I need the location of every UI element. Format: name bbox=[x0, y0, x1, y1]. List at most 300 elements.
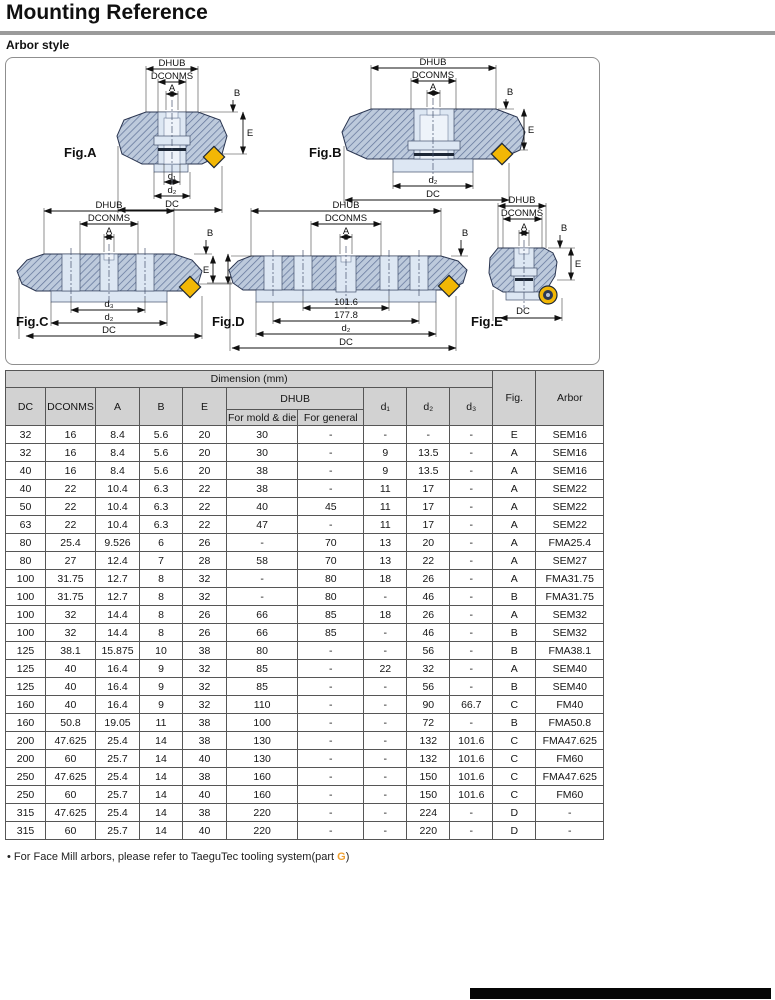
table-row bbox=[6, 714, 604, 732]
table-cell: - bbox=[364, 696, 407, 714]
dim-label: DHUB bbox=[158, 58, 186, 69]
table-cell: A bbox=[493, 516, 536, 534]
table-cell: - bbox=[364, 804, 407, 822]
dimension-table-body bbox=[6, 426, 604, 840]
figure-a-label: Fig.A bbox=[64, 145, 97, 160]
table-cell: 200 bbox=[6, 750, 46, 768]
table-cell: - bbox=[407, 426, 450, 444]
table-cell: 9 bbox=[364, 444, 407, 462]
table-cell: - bbox=[450, 642, 493, 660]
table-cell: - bbox=[450, 570, 493, 588]
figure-b-label: Fig.B bbox=[309, 145, 342, 160]
footnote-text-after: ) bbox=[345, 851, 350, 863]
dim-label: B bbox=[506, 87, 514, 98]
table-cell: FM40 bbox=[536, 696, 604, 714]
figure-b-diagram bbox=[309, 58, 534, 203]
table-cell: 14 bbox=[140, 732, 183, 750]
table-cell: 40 bbox=[183, 822, 227, 840]
table-cell: SEM16 bbox=[536, 426, 604, 444]
figure-d-label: Fig.D bbox=[212, 314, 245, 329]
table-cell: - bbox=[227, 588, 298, 606]
dim-label: DCONMS bbox=[324, 213, 368, 224]
table-cell: 25.7 bbox=[96, 750, 140, 768]
column-header-dconms: DCONMS bbox=[46, 388, 96, 426]
table-cell: 22 bbox=[183, 498, 227, 516]
table-cell: 100 bbox=[6, 606, 46, 624]
table-cell: 40 bbox=[6, 462, 46, 480]
table-cell: 12.7 bbox=[96, 588, 140, 606]
footnote bbox=[7, 851, 349, 863]
table-cell: 10 bbox=[140, 642, 183, 660]
table-cell: B bbox=[493, 624, 536, 642]
table-cell: 50.8 bbox=[46, 714, 96, 732]
table-cell: 32 bbox=[46, 624, 96, 642]
table-cell: 9 bbox=[140, 678, 183, 696]
table-cell: 80 bbox=[298, 588, 364, 606]
table-cell: 14 bbox=[140, 750, 183, 768]
table-cell: 132 bbox=[407, 732, 450, 750]
table-cell: - bbox=[450, 552, 493, 570]
table-row bbox=[6, 588, 604, 606]
dim-label: DCONMS bbox=[87, 213, 131, 224]
table-cell: 14.4 bbox=[96, 606, 140, 624]
table-cell: - bbox=[364, 822, 407, 840]
dim-label: d₁ bbox=[167, 171, 177, 182]
table-cell: D bbox=[493, 822, 536, 840]
table-cell: A bbox=[493, 498, 536, 516]
table-cell: FMA25.4 bbox=[536, 534, 604, 552]
dim-label: DHUB bbox=[95, 200, 123, 211]
table-cell: D bbox=[493, 804, 536, 822]
footnote-section-ref: G bbox=[337, 851, 346, 863]
dim-label: d₂ bbox=[341, 323, 351, 334]
page-title: Mounting Reference bbox=[6, 1, 208, 24]
column-header-e: E bbox=[183, 388, 227, 426]
table-cell: 50 bbox=[6, 498, 46, 516]
table-cell: - bbox=[298, 516, 364, 534]
table-cell: 160 bbox=[6, 696, 46, 714]
table-cell: 85 bbox=[298, 624, 364, 642]
table-cell: 100 bbox=[6, 570, 46, 588]
table-cell: 40 bbox=[183, 786, 227, 804]
column-header-dhub-general: For general bbox=[298, 410, 364, 426]
table-cell: 160 bbox=[227, 768, 298, 786]
dim-label: 101.6 bbox=[334, 297, 358, 308]
table-cell: 38 bbox=[227, 480, 298, 498]
table-cell: 20 bbox=[183, 426, 227, 444]
table-row bbox=[6, 678, 604, 696]
table-cell: 17 bbox=[407, 516, 450, 534]
table-row bbox=[6, 750, 604, 768]
table-cell: - bbox=[364, 768, 407, 786]
column-header-d3: d₃ bbox=[450, 388, 493, 426]
table-cell: 16 bbox=[46, 462, 96, 480]
dim-label: E bbox=[202, 265, 210, 276]
table-cell: 8.4 bbox=[96, 426, 140, 444]
table-cell: B bbox=[493, 642, 536, 660]
table-cell: C bbox=[493, 768, 536, 786]
table-cell: 22 bbox=[46, 480, 96, 498]
table-cell: 25.7 bbox=[96, 786, 140, 804]
table-cell: SEM22 bbox=[536, 516, 604, 534]
table-cell: 220 bbox=[407, 822, 450, 840]
table-cell: 13 bbox=[364, 534, 407, 552]
table-cell: 220 bbox=[227, 822, 298, 840]
arbor-figures-svg bbox=[6, 58, 599, 364]
table-cell: 14 bbox=[140, 768, 183, 786]
column-header-fig: Fig. bbox=[493, 371, 536, 426]
table-cell: - bbox=[450, 444, 493, 462]
table-cell: 100 bbox=[6, 624, 46, 642]
column-header-b: B bbox=[140, 388, 183, 426]
column-header-dhub-mold: For mold & die bbox=[228, 411, 297, 424]
table-cell: - bbox=[450, 804, 493, 822]
table-cell: - bbox=[227, 570, 298, 588]
table-cell: FMA31.75 bbox=[536, 570, 604, 588]
table-row bbox=[6, 660, 604, 678]
table-row bbox=[6, 570, 604, 588]
table-cell: 22 bbox=[407, 552, 450, 570]
table-cell: 5.6 bbox=[140, 426, 183, 444]
table-cell: 16.4 bbox=[96, 696, 140, 714]
table-cell: 38.1 bbox=[46, 642, 96, 660]
table-cell: 125 bbox=[6, 678, 46, 696]
table-cell: 8.4 bbox=[96, 462, 140, 480]
table-cell: 101.6 bbox=[450, 732, 493, 750]
table-cell: - bbox=[298, 822, 364, 840]
table-cell: 56 bbox=[407, 642, 450, 660]
dim-label: B bbox=[233, 88, 241, 99]
dim-label: A bbox=[168, 83, 176, 94]
table-cell: 32 bbox=[407, 660, 450, 678]
dim-label: A bbox=[105, 226, 113, 237]
dim-label: DHUB bbox=[419, 58, 447, 68]
table-cell: C bbox=[493, 750, 536, 768]
table-cell: 8 bbox=[140, 624, 183, 642]
table-cell: SEM16 bbox=[536, 462, 604, 480]
figure-a-diagram bbox=[64, 58, 253, 213]
dim-label: E bbox=[527, 125, 535, 136]
table-cell: 32 bbox=[183, 570, 227, 588]
dimension-table bbox=[5, 370, 604, 840]
table-cell: 16 bbox=[46, 426, 96, 444]
table-cell: 19.05 bbox=[96, 714, 140, 732]
table-cell: 6.3 bbox=[140, 480, 183, 498]
dim-label: E bbox=[574, 259, 582, 270]
table-cell: 38 bbox=[183, 714, 227, 732]
table-row bbox=[6, 498, 604, 516]
table-cell: 58 bbox=[227, 552, 298, 570]
table-cell: 47 bbox=[227, 516, 298, 534]
table-row bbox=[6, 426, 604, 444]
table-cell: FMA47.625 bbox=[536, 732, 604, 750]
dim-label: DC bbox=[339, 337, 353, 348]
table-cell: 9 bbox=[140, 696, 183, 714]
table-cell: 26 bbox=[407, 606, 450, 624]
table-cell: - bbox=[298, 768, 364, 786]
table-cell: 17 bbox=[407, 498, 450, 516]
table-cell: SEM16 bbox=[536, 444, 604, 462]
table-cell: 10.4 bbox=[96, 480, 140, 498]
column-header-arbor: Arbor bbox=[536, 371, 604, 426]
dim-label: B bbox=[560, 223, 568, 234]
table-cell: - bbox=[450, 714, 493, 732]
table-cell: 47.625 bbox=[46, 804, 96, 822]
table-cell: 22 bbox=[46, 516, 96, 534]
table-cell: 14.4 bbox=[96, 624, 140, 642]
table-cell: 85 bbox=[227, 678, 298, 696]
table-cell: 31.75 bbox=[46, 570, 96, 588]
table-cell: 32 bbox=[46, 606, 96, 624]
table-cell: 90 bbox=[407, 696, 450, 714]
table-cell: 28 bbox=[183, 552, 227, 570]
table-cell: 8 bbox=[140, 588, 183, 606]
dim-label: DHUB bbox=[332, 200, 360, 211]
dim-label: d₂ bbox=[104, 312, 114, 323]
table-row bbox=[6, 516, 604, 534]
table-cell: 85 bbox=[298, 606, 364, 624]
table-row bbox=[6, 444, 604, 462]
table-cell: 14 bbox=[140, 786, 183, 804]
table-cell: 38 bbox=[183, 804, 227, 822]
table-cell: - bbox=[450, 534, 493, 552]
table-cell: 11 bbox=[140, 714, 183, 732]
table-cell: C bbox=[493, 696, 536, 714]
arbor-figure-panel bbox=[5, 57, 600, 365]
table-cell: 47.625 bbox=[46, 732, 96, 750]
table-cell: SEM27 bbox=[536, 552, 604, 570]
table-cell: FMA38.1 bbox=[536, 642, 604, 660]
table-cell: SEM32 bbox=[536, 606, 604, 624]
table-cell: 15.875 bbox=[96, 642, 140, 660]
table-cell: 63 bbox=[6, 516, 46, 534]
figure-d-diagram bbox=[203, 200, 468, 351]
table-cell: 22 bbox=[183, 516, 227, 534]
table-cell: - bbox=[364, 624, 407, 642]
table-cell: - bbox=[298, 462, 364, 480]
table-cell: 38 bbox=[183, 768, 227, 786]
table-cell: 40 bbox=[46, 660, 96, 678]
table-cell: - bbox=[450, 678, 493, 696]
table-cell: 11 bbox=[364, 498, 407, 516]
table-cell: 32 bbox=[183, 696, 227, 714]
table-cell: 46 bbox=[407, 588, 450, 606]
figure-e-label: Fig.E bbox=[471, 314, 503, 329]
dim-label: DC bbox=[426, 189, 440, 200]
table-row bbox=[6, 786, 604, 804]
table-row bbox=[6, 642, 604, 660]
table-cell: 160 bbox=[6, 714, 46, 732]
table-cell: 38 bbox=[183, 732, 227, 750]
table-cell: 70 bbox=[298, 534, 364, 552]
table-cell: - bbox=[450, 480, 493, 498]
table-cell: FMA47.625 bbox=[536, 768, 604, 786]
table-cell: - bbox=[298, 732, 364, 750]
table-cell: 46 bbox=[407, 624, 450, 642]
footer-bar bbox=[470, 988, 771, 999]
column-header-dc: DC bbox=[6, 388, 46, 426]
table-cell: 20 bbox=[407, 534, 450, 552]
table-cell: - bbox=[450, 516, 493, 534]
dim-label: DC bbox=[516, 306, 530, 317]
table-cell: - bbox=[536, 804, 604, 822]
table-cell: A bbox=[493, 462, 536, 480]
table-cell: 315 bbox=[6, 822, 46, 840]
dim-label: B bbox=[206, 228, 214, 239]
table-row bbox=[6, 552, 604, 570]
table-cell: 100 bbox=[6, 588, 46, 606]
table-cell: 32 bbox=[183, 588, 227, 606]
table-cell: C bbox=[493, 732, 536, 750]
table-row bbox=[6, 768, 604, 786]
table-cell: 25.7 bbox=[96, 822, 140, 840]
column-header-d1: d₁ bbox=[364, 388, 407, 426]
table-cell: 72 bbox=[407, 714, 450, 732]
table-cell: 20 bbox=[183, 462, 227, 480]
figure-e-diagram bbox=[471, 195, 581, 329]
table-header bbox=[6, 371, 604, 426]
table-cell: - bbox=[298, 642, 364, 660]
table-cell: 32 bbox=[6, 444, 46, 462]
table-cell: SEM32 bbox=[536, 624, 604, 642]
table-cell: 125 bbox=[6, 642, 46, 660]
table-cell: 132 bbox=[407, 750, 450, 768]
table-cell: A bbox=[493, 570, 536, 588]
table-cell: 26 bbox=[183, 606, 227, 624]
table-cell: 38 bbox=[183, 642, 227, 660]
table-cell: 315 bbox=[6, 804, 46, 822]
table-cell: 125 bbox=[6, 660, 46, 678]
table-cell: - bbox=[364, 426, 407, 444]
table-cell: - bbox=[364, 678, 407, 696]
table-cell: 9 bbox=[364, 462, 407, 480]
table-cell: 31.75 bbox=[46, 588, 96, 606]
table-cell: 16.4 bbox=[96, 678, 140, 696]
table-cell: - bbox=[450, 624, 493, 642]
dim-label: DC bbox=[102, 325, 116, 336]
table-cell: 130 bbox=[227, 732, 298, 750]
table-cell: 250 bbox=[6, 768, 46, 786]
table-cell: - bbox=[298, 678, 364, 696]
table-cell: 25.4 bbox=[96, 804, 140, 822]
table-cell: - bbox=[536, 822, 604, 840]
table-cell: FM60 bbox=[536, 786, 604, 804]
table-cell: 40 bbox=[46, 696, 96, 714]
table-cell: 18 bbox=[364, 570, 407, 588]
table-cell: 32 bbox=[6, 426, 46, 444]
table-cell: 47.625 bbox=[46, 768, 96, 786]
dim-label: DC bbox=[165, 199, 179, 210]
table-cell: - bbox=[298, 786, 364, 804]
table-cell: 8 bbox=[140, 606, 183, 624]
table-cell: 110 bbox=[227, 696, 298, 714]
table-cell: B bbox=[493, 588, 536, 606]
table-cell: - bbox=[227, 534, 298, 552]
table-cell: 16 bbox=[46, 444, 96, 462]
table-cell: 80 bbox=[6, 534, 46, 552]
table-cell: 40 bbox=[46, 678, 96, 696]
dim-label: E bbox=[246, 128, 254, 139]
table-cell: 5.6 bbox=[140, 462, 183, 480]
table-cell: 10.4 bbox=[96, 516, 140, 534]
table-cell: - bbox=[364, 642, 407, 660]
table-cell: - bbox=[450, 498, 493, 516]
table-cell: 26 bbox=[407, 570, 450, 588]
table-cell: 101.6 bbox=[450, 750, 493, 768]
table-cell: - bbox=[450, 660, 493, 678]
column-header-dhub: DHUB bbox=[227, 388, 364, 410]
table-cell: 85 bbox=[227, 660, 298, 678]
table-row bbox=[6, 804, 604, 822]
table-cell: 66 bbox=[227, 606, 298, 624]
table-cell: A bbox=[493, 534, 536, 552]
dim-label: d₂ bbox=[428, 175, 438, 186]
table-cell: A bbox=[493, 552, 536, 570]
table-cell: 17 bbox=[407, 480, 450, 498]
footnote-bullet: • bbox=[7, 851, 11, 863]
table-cell: 26 bbox=[183, 534, 227, 552]
table-row bbox=[6, 696, 604, 714]
table-cell: 80 bbox=[298, 570, 364, 588]
dim-label: d₂ bbox=[167, 185, 177, 196]
table-cell: 40 bbox=[227, 498, 298, 516]
table-cell: 32 bbox=[183, 678, 227, 696]
dim-label: A bbox=[429, 82, 437, 93]
table-cell: 22 bbox=[46, 498, 96, 516]
table-cell: B bbox=[493, 678, 536, 696]
table-cell: 25.4 bbox=[96, 768, 140, 786]
table-cell: 7 bbox=[140, 552, 183, 570]
table-row bbox=[6, 534, 604, 552]
table-cell: 150 bbox=[407, 768, 450, 786]
table-cell: SEM22 bbox=[536, 480, 604, 498]
table-cell: 224 bbox=[407, 804, 450, 822]
table-cell: 11 bbox=[364, 480, 407, 498]
table-cell: 32 bbox=[183, 660, 227, 678]
table-cell: - bbox=[450, 426, 493, 444]
table-cell: 8 bbox=[140, 570, 183, 588]
footnote-text: For Face Mill arbors, please refer to TaeguTec tooling system(part bbox=[13, 851, 338, 863]
table-cell: 16.4 bbox=[96, 660, 140, 678]
table-row bbox=[6, 606, 604, 624]
table-cell: B bbox=[493, 714, 536, 732]
table-cell: 9.526 bbox=[96, 534, 140, 552]
table-cell: 30 bbox=[227, 426, 298, 444]
table-cell: 18 bbox=[364, 606, 407, 624]
table-cell: - bbox=[450, 822, 493, 840]
table-cell: 6.3 bbox=[140, 498, 183, 516]
table-row bbox=[6, 480, 604, 498]
dim-label: d₃ bbox=[104, 299, 114, 310]
table-cell: - bbox=[298, 444, 364, 462]
table-cell: SEM22 bbox=[536, 498, 604, 516]
table-cell: 26 bbox=[183, 624, 227, 642]
table-cell: 13 bbox=[364, 552, 407, 570]
table-cell: - bbox=[298, 426, 364, 444]
table-cell: 11 bbox=[364, 516, 407, 534]
table-cell: 14 bbox=[140, 822, 183, 840]
table-cell: - bbox=[364, 786, 407, 804]
table-cell: 60 bbox=[46, 786, 96, 804]
table-cell: 12.4 bbox=[96, 552, 140, 570]
table-cell: - bbox=[450, 588, 493, 606]
table-cell: A bbox=[493, 444, 536, 462]
table-cell: 25.4 bbox=[96, 732, 140, 750]
table-cell: - bbox=[298, 696, 364, 714]
dim-label: DCONMS bbox=[500, 208, 544, 219]
column-header-a: A bbox=[96, 388, 140, 426]
table-cell: A bbox=[493, 606, 536, 624]
